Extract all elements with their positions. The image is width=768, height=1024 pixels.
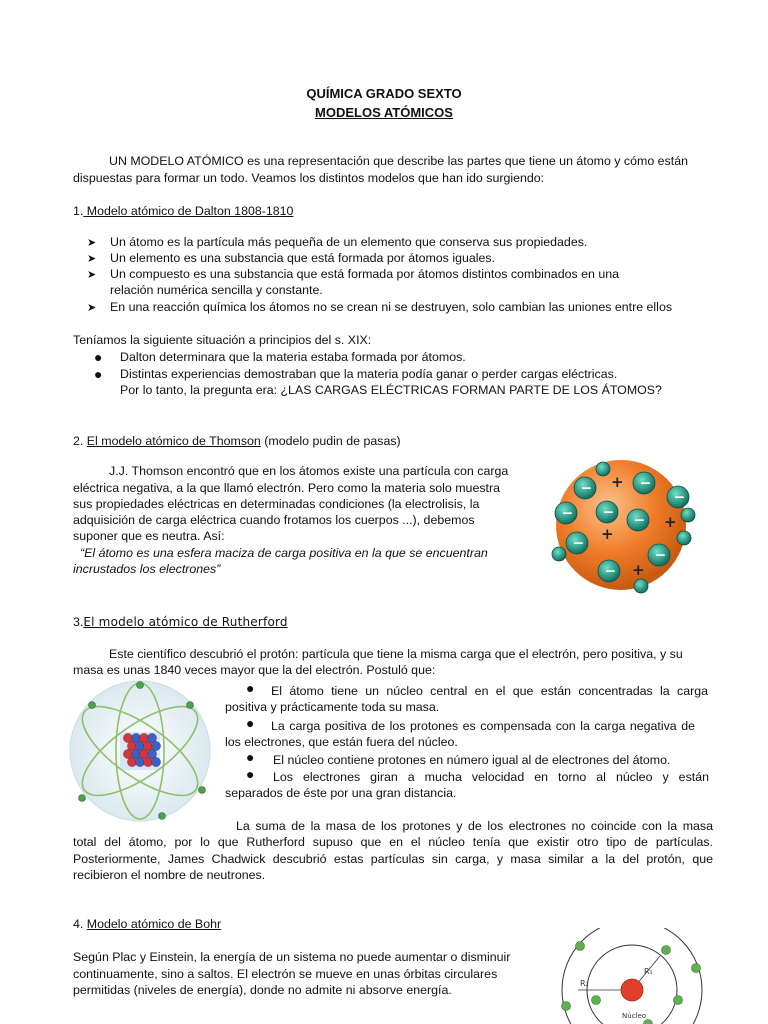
nucleon xyxy=(147,733,156,742)
rutherford-point: Los electrones giran a mucha velocidad en torno al núcleo y están xyxy=(273,770,709,784)
thomson-quote: “El átomo es una esfera maciza de carga positiva en la que se encuentran xyxy=(80,546,488,560)
bohr-atom-diagram xyxy=(548,928,718,1024)
arrow-bullet-icon: ➤ xyxy=(87,253,97,265)
nucleon xyxy=(131,749,140,758)
nucleon xyxy=(139,749,148,758)
dalton-item: Un átomo es la partícula más pequeña de un elemento que conserva sus propiedades. xyxy=(110,235,588,249)
rutherford-point-continued: positiva y prácticamente toda su masa. xyxy=(225,700,440,714)
rutherford-point: La carga positiva de los protones es compensada con la carga negativa de xyxy=(271,719,695,733)
rutherford-heading xyxy=(73,614,288,631)
rutherford-closing: total del átomo, por lo que Rutherford supuso que en el núcleo tenía que existir otro tipo de partículas. xyxy=(73,835,713,849)
negative-charge: − xyxy=(673,489,686,506)
nucleon xyxy=(151,757,160,766)
negative-charge: − xyxy=(604,563,617,580)
negative-charge: − xyxy=(654,547,667,564)
situation-question: Por lo tanto, la pregunta era: ¿LAS CARGAS ELÉCTRICAS FORMAN PARTE DE LOS ÁTOMOS? xyxy=(120,383,662,397)
bohr-heading xyxy=(73,916,221,933)
rutherford-closing: La suma de la masa de los protones y de los electrones no coincide con la masa xyxy=(236,819,713,833)
nucleon xyxy=(135,757,144,766)
negative-charge: − xyxy=(633,512,646,529)
positive-charge: + xyxy=(601,525,614,543)
rutherford-intro: Este científico descubrió el protón: partícula que tiene la misma carga que el electrón, pero positiva, y su xyxy=(109,647,683,661)
dalton-item-continued: relación numérica sencilla y constante. xyxy=(110,283,323,297)
electron xyxy=(634,579,648,593)
dalton-item: Un compuesto es una substancia que está formada por átomos distintos combinados en una xyxy=(110,267,620,281)
thomson-subtitle: (modelo pudin de pasas) xyxy=(260,434,401,448)
positive-charge: + xyxy=(664,513,677,531)
thomson-title: El modelo atómico de Thomson xyxy=(86,434,261,448)
arrow-bullet-icon: ➤ xyxy=(87,237,97,249)
rutherford-closing: recibieron el nombre de neutrones. xyxy=(73,868,266,882)
rutherford-point-continued: los electrones, que están fuera del núcleo. xyxy=(225,735,458,749)
bohr-text: permitidas (niveles de energía), donde no admite ni absorve energía. xyxy=(73,983,452,997)
thomson-text: suponer que es neutra. Así: xyxy=(73,529,225,543)
thomson-plum-pudding-image xyxy=(543,455,698,595)
nucleon xyxy=(139,733,148,742)
thomson-number: 2. xyxy=(73,434,84,448)
negative-charge: − xyxy=(602,504,615,521)
nucleon xyxy=(151,741,160,750)
nucleon xyxy=(123,749,132,758)
situation-item: Dalton determinara que la materia estaba formada por átomos. xyxy=(120,350,466,364)
positive-charge: + xyxy=(611,473,624,491)
dalton-title: Modelo atómico de Dalton 1808-1810 xyxy=(83,204,294,218)
dalton-heading xyxy=(73,203,293,220)
nucleon xyxy=(131,733,140,742)
rutherford-title: El modelo atómico de Rutherford xyxy=(83,615,288,629)
situation-item: Distintas experiencias demostraban que la materia podía ganar o perder cargas eléctricas. xyxy=(120,367,618,381)
rutherford-point-continued: separados de éste por una gran distancia. xyxy=(225,786,457,800)
dot-bullet-icon: ● xyxy=(246,680,255,696)
negative-charge: − xyxy=(580,480,593,497)
nucleon xyxy=(127,741,136,750)
rutherford-atom-image xyxy=(62,680,218,822)
dot-bullet-icon: ● xyxy=(246,766,255,782)
bohr-text: continuamente, sino a saltos. El electrón se mueve en unas órbitas circulares xyxy=(73,967,498,981)
thomson-text: adquisición de carga eléctrica cuando frotamos los cuerpos ...), debemos xyxy=(73,513,475,527)
negative-charge: − xyxy=(639,475,652,492)
intro-line-2: dispuestas para formar un todo. Veamos los distintos modelos que han ido surgiendo: xyxy=(73,171,545,185)
rutherford-number: 3. xyxy=(73,615,84,629)
dalton-item: En una reacción química los átomos no se crean ni se destruyen, solo cambian las uniones entre ellos xyxy=(110,300,673,314)
situation-lead: Teníamos la siguiente situación a principios del s. XIX: xyxy=(73,333,372,347)
page-subtitle: MODELOS ATÓMICOS xyxy=(315,105,453,120)
dot-bullet-icon: ● xyxy=(94,366,103,382)
negative-charge: − xyxy=(561,505,574,522)
bohr-label-nucleus: Núcleo xyxy=(622,1012,647,1020)
arrow-bullet-icon: ➤ xyxy=(87,269,97,281)
bohr-number: 4. xyxy=(73,917,84,931)
nucleon xyxy=(127,757,136,766)
thomson-text: eléctrica negativa, a la que llamó electrón. Pero como la materia solo muestra xyxy=(73,481,500,495)
arrow-bullet-icon: ➤ xyxy=(87,302,97,314)
dot-bullet-icon: ● xyxy=(246,715,255,731)
electron xyxy=(596,462,610,476)
dot-bullet-icon: ● xyxy=(246,749,255,765)
nucleon xyxy=(147,749,156,758)
dalton-item: Un elemento es una substancia que está formada por átomos iguales. xyxy=(110,251,496,265)
intro-line-1: UN MODELO ATÓMICO es una representación que describe las partes que tiene un átomo y cómo están xyxy=(109,154,688,168)
electron xyxy=(552,547,566,561)
rutherford-intro: masa es unas 1840 veces mayor que la del electrón. Postuló que: xyxy=(73,663,436,677)
nucleon xyxy=(143,757,152,766)
positive-charge: + xyxy=(632,561,645,579)
nucleon xyxy=(135,741,144,750)
bohr-label-r1: R₁ xyxy=(644,967,653,976)
bohr-label-r2: R₂ xyxy=(580,979,589,988)
thomson-text: sus propiedades eléctricas en determinadas condiciones (la electrolisis, la xyxy=(73,497,480,511)
bohr-title: Modelo atómico de Bohr xyxy=(86,917,222,931)
nucleon xyxy=(143,741,152,750)
electron xyxy=(677,531,691,545)
rutherford-point: El átomo tiene un núcleo central en el que están concentradas la carga xyxy=(271,684,708,698)
thomson-text: J.J. Thomson encontró que en los átomos existe una partícula con carga xyxy=(109,464,509,478)
page-title: QUÍMICA GRADO SEXTO xyxy=(306,86,462,101)
bohr-text: Según Plac y Einstein, la energía de un sistema no puede aumentar o disminuir xyxy=(73,950,511,964)
negative-charge: − xyxy=(572,535,585,552)
nucleon xyxy=(123,733,132,742)
rutherford-point: El núcleo contiene protones en número igual al de electrones del átomo. xyxy=(273,753,671,767)
rutherford-closing: Posteriormente, James Chadwick descubrió estas partículas sin carga, y masa similar a la del protón, que xyxy=(73,852,713,866)
dot-bullet-icon: ● xyxy=(94,349,103,365)
dalton-number: 1. xyxy=(73,204,84,218)
electron xyxy=(681,508,695,522)
thomson-quote: incrustados los electrones” xyxy=(73,562,221,576)
thomson-heading xyxy=(73,433,401,450)
